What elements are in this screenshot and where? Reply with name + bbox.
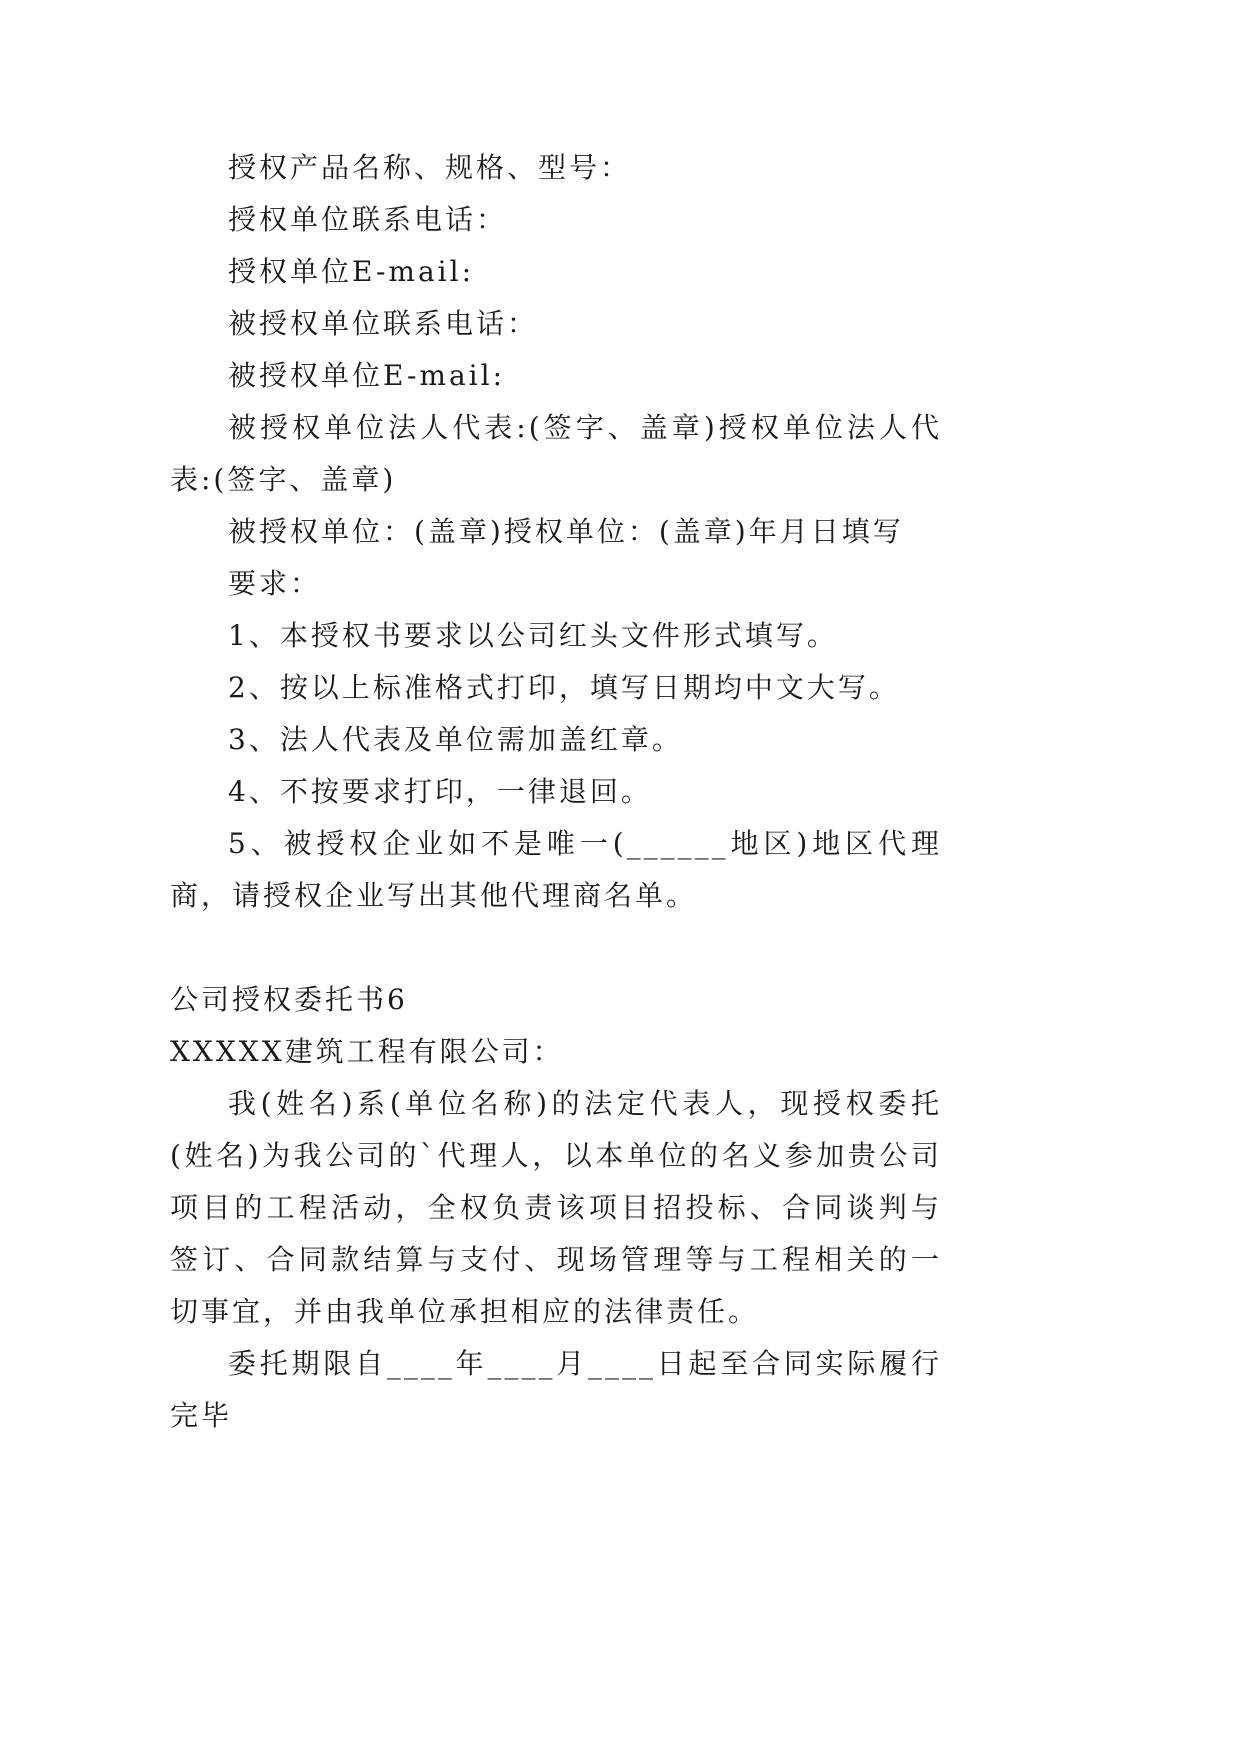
field-product-name: 授权产品名称、规格、型号： bbox=[228, 151, 632, 184]
requirement-item: 2、按以上标准格式打印，填写日期均中文大写。 bbox=[228, 671, 900, 704]
requirements-heading: 要求： bbox=[228, 567, 322, 600]
field-grantor-phone: 授权单位联系电话： bbox=[228, 203, 508, 236]
field-legal-representatives: 被授权单位法人代表:(签字、盖章)授权单位法人代表:(签字、盖章) bbox=[170, 411, 942, 496]
addressee: XXXXX建筑工程有限公司： bbox=[170, 1035, 564, 1068]
authorization-body: 我(姓名)系(单位名称)的法定代表人，现授权委托(姓名)为我公司的`代理人，以本单位的名义参加贵公司项目的工程活动，全权负责该项目招投标、合同谈判与签订、合同款结算与支付、现场管理等与工程相关的一切事宜，并由我单位承担相应的法律责任。 bbox=[170, 1087, 942, 1328]
requirement-item: 5、被授权企业如不是唯一(______地区)地区代理商，请授权企业写出其他代理商名单。 bbox=[170, 827, 942, 912]
document-body bbox=[170, 142, 942, 1442]
authorization-term: 委托期限自____年____月____日起至合同实际履行完毕 bbox=[170, 1347, 942, 1432]
field-grantor-email: 授权单位E-mail: bbox=[228, 255, 475, 288]
field-grantee-email: 被授权单位E-mail: bbox=[228, 359, 506, 392]
requirement-item: 1、本授权书要求以公司红头文件形式填写。 bbox=[228, 619, 838, 652]
field-grantee-phone: 被授权单位联系电话： bbox=[228, 307, 539, 340]
field-units-seal-date: 被授权单位：(盖章)授权单位：(盖章)年月日填写 bbox=[228, 515, 904, 548]
section-title: 公司授权委托书6 bbox=[170, 983, 408, 1016]
requirement-item: 3、法人代表及单位需加盖红章。 bbox=[228, 723, 683, 756]
requirement-item: 4、不按要求打印，一律退回。 bbox=[228, 775, 652, 808]
